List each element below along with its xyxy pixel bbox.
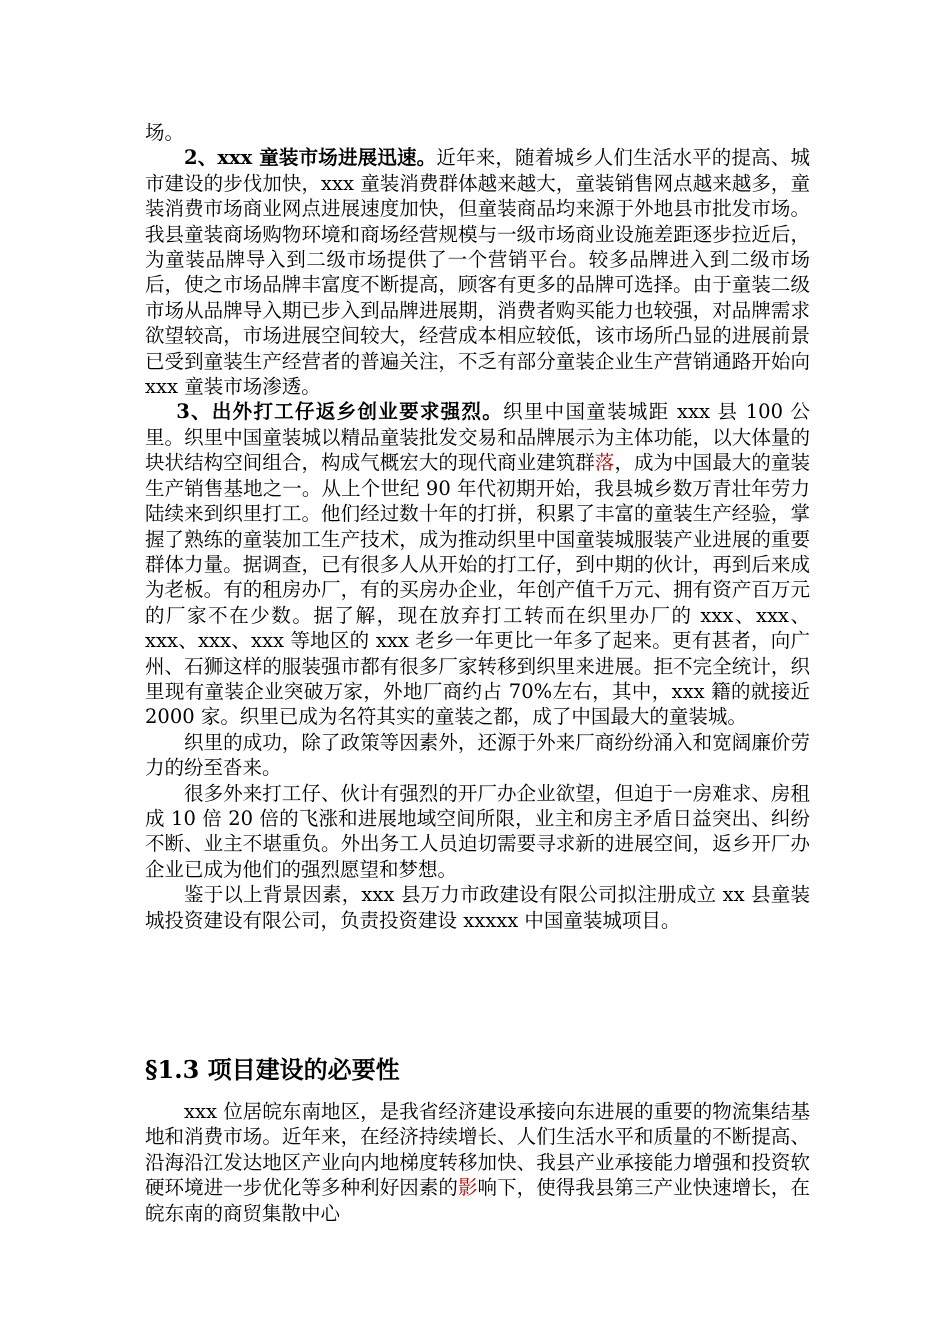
paragraph-text: 织里中国童装城距 xxx 县 100 公里。织里中国童装城以精品童装批发交易和品牌展示为主体功能，以大体量的块状结构空间组合，构成气概宏大的现代商业建筑群: [145, 400, 810, 475]
paragraph-heading: 3、出外打工仔返乡创业要求强烈。: [176, 400, 504, 424]
paragraph-necessity: [145, 1099, 810, 1226]
paragraph-continuation: 场。: [145, 121, 185, 144]
paragraph-desire: 很多外来打工仔、伙计有强烈的开厂办企业欲望，但迫于一房难求、房租成 10 倍 20 倍的飞涨和进展地域空间所限，业主和房主矛盾日益突出、纠纷不断、业主不堪重负。外出务工人员迫切需要寻求新的进展空间，返乡开厂办企业已成为他们的强烈愿望和梦想。: [145, 781, 810, 881]
highlighted-char: 影: [457, 1176, 478, 1200]
body-text: [145, 120, 810, 933]
paragraph-text: 响下，使得我县第三产业快速增长，在皖东南的商贸集散中心: [145, 1176, 810, 1225]
paragraph-heading: 2、xxx 童装市场进展迅速。: [184, 146, 437, 170]
paragraph-success: 织里的成功，除了政策等因素外，还源于外来厂商纷纷涌入和宽阔廉价劳力的纷至沓来。: [145, 730, 810, 780]
paragraph-returning-workers: [145, 399, 810, 729]
highlighted-char: 落: [594, 451, 615, 475]
paragraph-text: ，成为中国最大的童装生产销售基地之一。从上个世纪 90 年代初期开始，我县城乡数万青壮年劳力陆续来到织里打工。他们经过数十年的打拼，积累了丰富的童装生产经验，掌握了熟练的童装加工生产技术，成为推动织里中国童装城服装产业进展的重要群体力量。据调查，已有很多人从开始的打工仔，到中期的伙计，再到后来成为老板。有的租房办厂，有的买房办企业，年创产值千万元、拥有资产百万元的厂家不在少数。据了解，现在放弃打工转而在织里办厂的 xxx、xxx、xxx、xxx、xxx 等地区的 xxx 老乡一年更比一年多了起来。更有甚者，向广州、石狮这样的服装强市都有很多厂家转移到织里来进展。拒不完全统计，织里现有童装企业突破万家，外地厂商约占 70%左右，其中，xxx 籍的就接近 2000 家。织里已成为名符其实的童装之都，成了中国最大的童装城。: [145, 451, 810, 729]
paragraph-background: 鉴于以上背景因素，xxx 县万力市政建设有限公司拟注册成立 xx 县童装城投资建设有限公司，负责投资建设 xxxxx 中国童装城项目。: [145, 883, 810, 932]
section-heading: §1.3 项目建设的必要性: [145, 1055, 400, 1084]
paragraph-text: 近年来，随着城乡人们生活水平的提高、城市建设的步伐加快，xxx 童装消费群体越来越大，童装销售网点越来越多，童装消费市场商业网点进展速度加快，但童装商品均来源于外地县市批发市场。我县童装商场购物环境和商场经营规模与一级市场商业设施差距逐步拉近后，为童装品牌导入到二级市场提供了一个营销平台。较多品牌进入到二级市场后，使之市场品牌丰富度不断提高，顾客有更多的品牌可选择。由于童装二级市场从品牌导入期已步入到品牌进展期，消费者购买能力也较强，对品牌需求欲望较高，市场进展空间较大，经营成本相应较低，该市场所凸显的进展前景已受到童装生产经营者的普遍关注，不乏有部分童装企业生产营销通路开始向 xxx 童装市场渗透。: [145, 146, 810, 399]
paragraph-text: xxx 位居皖东南地区，是我省经济建设承接向东进展的重要的物流集结基地和消费市场。近年来，在经济持续增长、人们生活水平和质量的不断提高、沿海沿江发达地区产业向内地梯度转移加快、我县产业承接能力增强和投资软硬环境进一步优化等多种利好因素的: [145, 1100, 810, 1200]
paragraph-market-growth: [145, 145, 810, 399]
section-body: [145, 1099, 810, 1226]
